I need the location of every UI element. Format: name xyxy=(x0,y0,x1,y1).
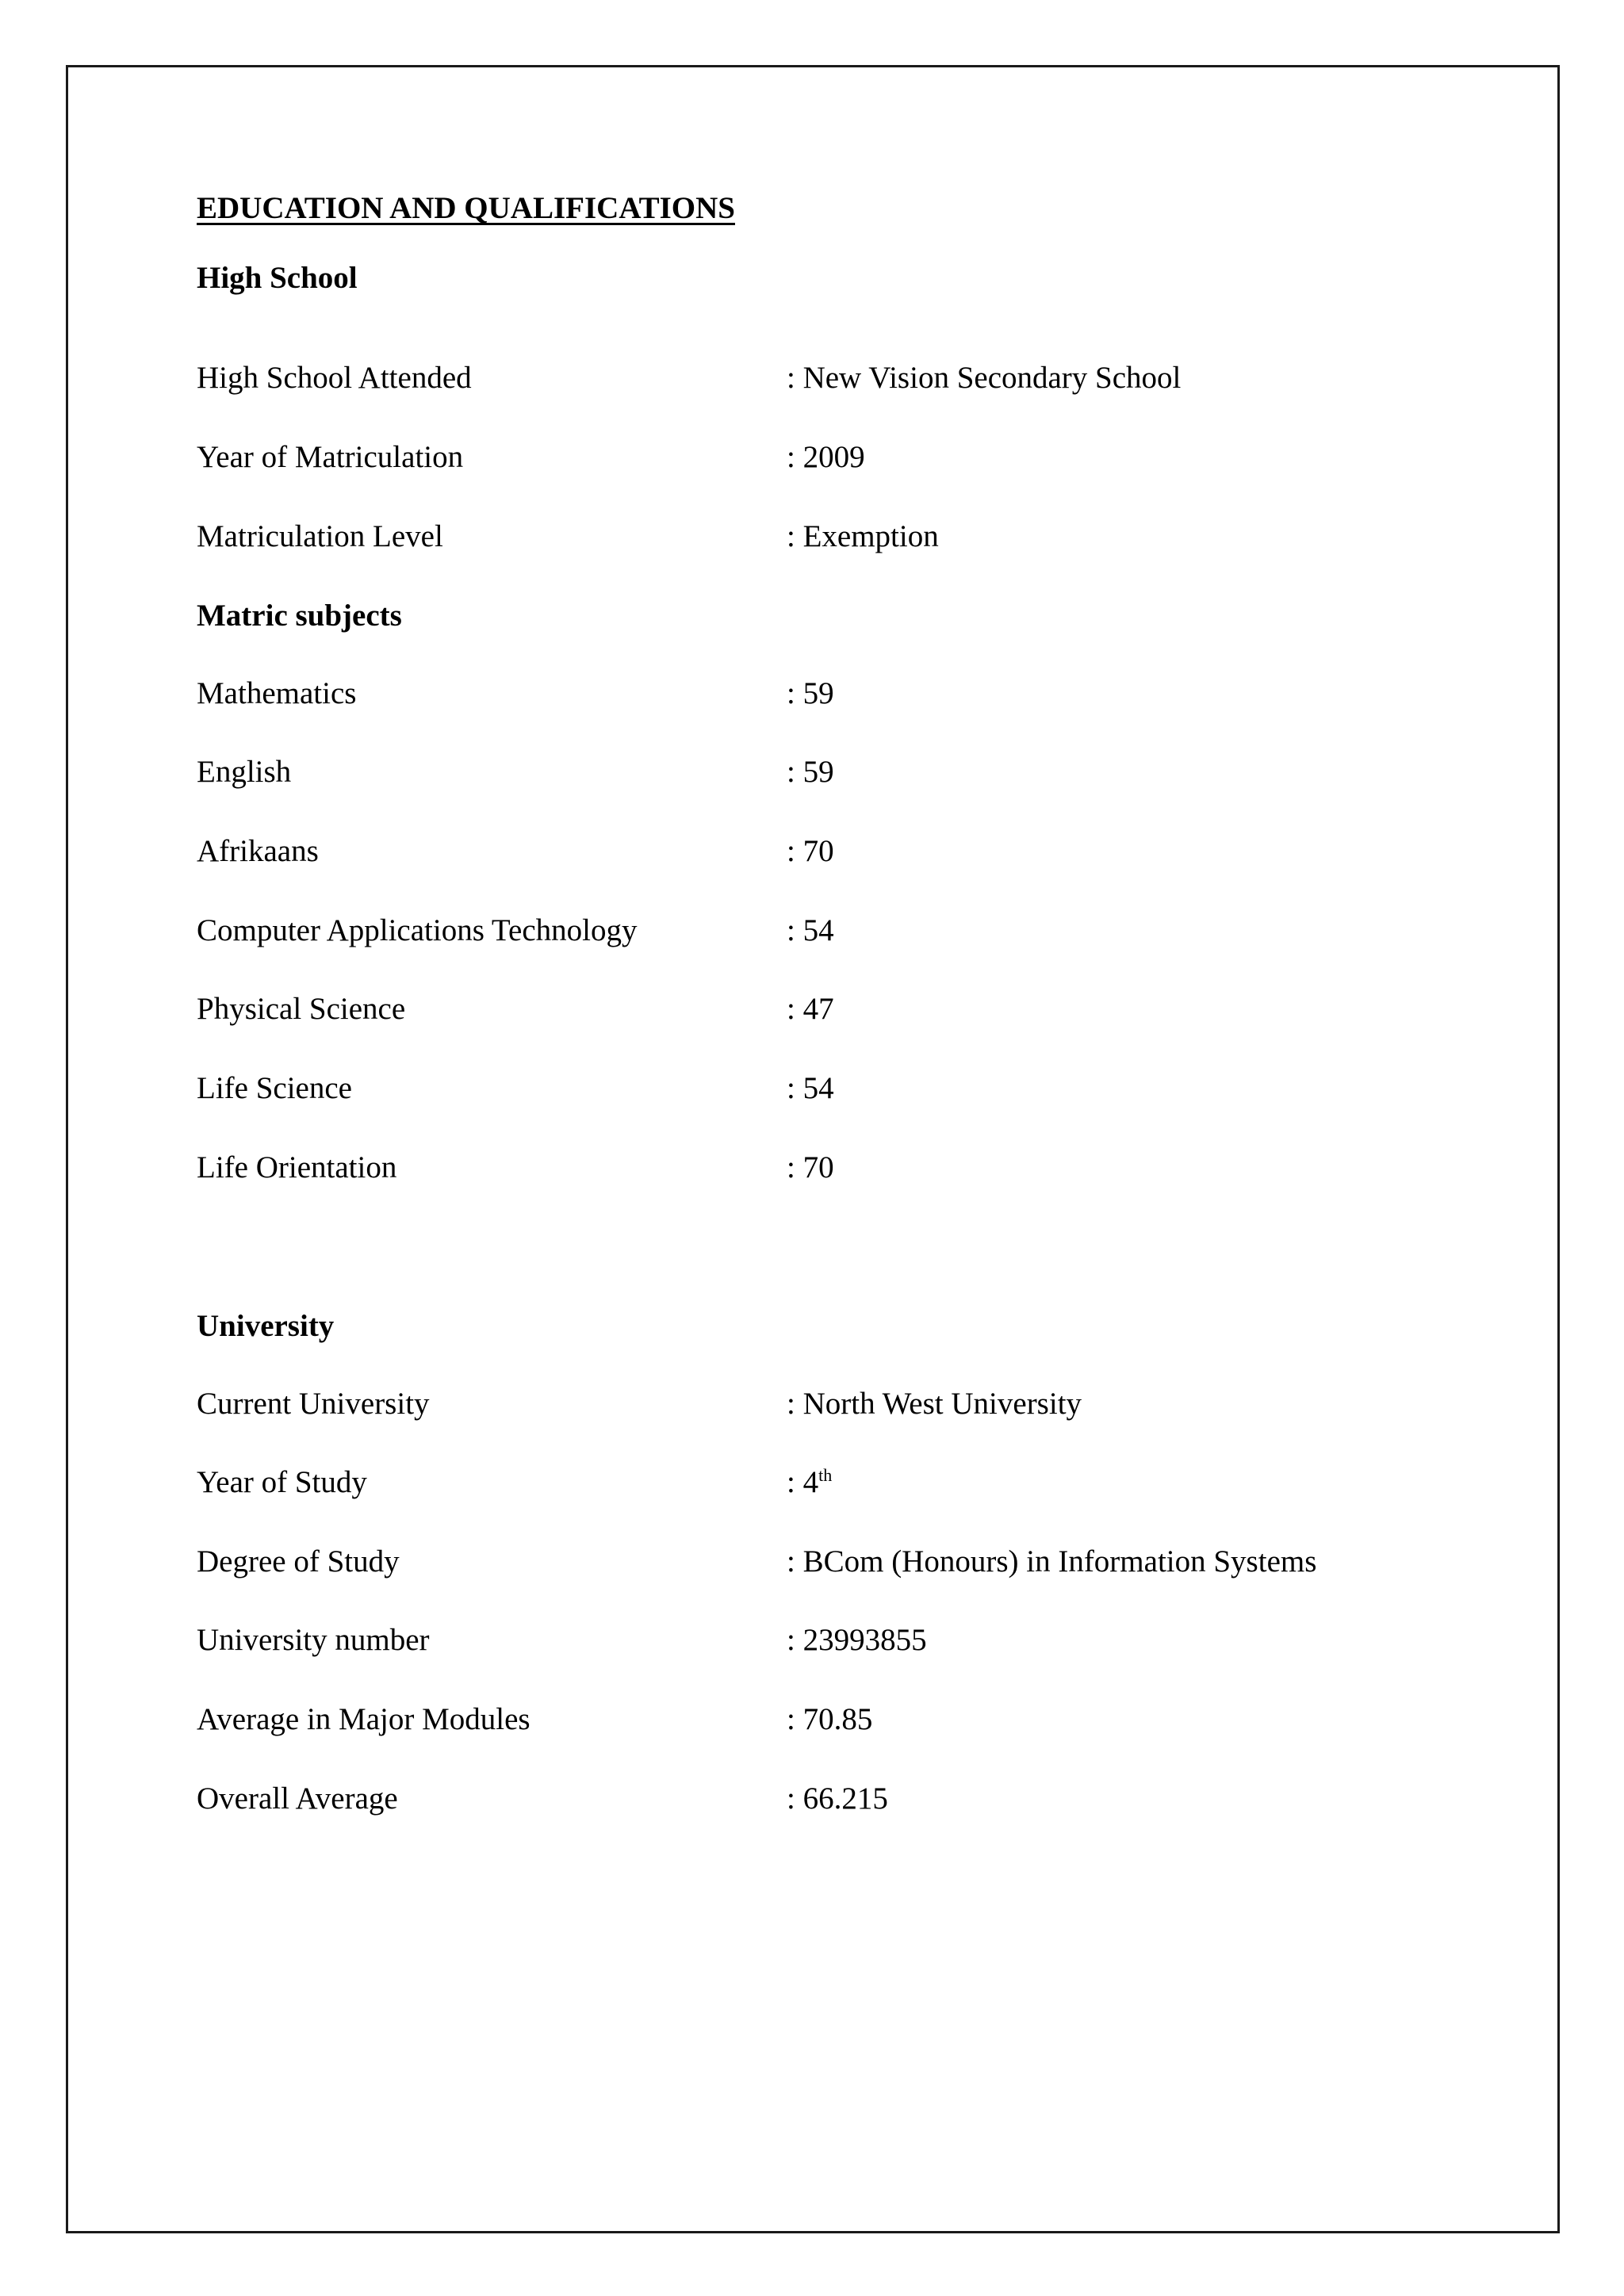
row-value-text: : 4 xyxy=(787,1465,819,1499)
table-row xyxy=(197,1781,1505,1820)
table-row xyxy=(197,1070,1505,1110)
row-value: : 47 xyxy=(787,992,834,1026)
row-value: : 59 xyxy=(787,676,834,710)
row-label: Degree of Study xyxy=(197,1544,400,1578)
row-value: : 54 xyxy=(787,1071,834,1105)
row-value: : 54 xyxy=(787,913,834,947)
row-label: Average in Major Modules xyxy=(197,1702,530,1736)
table-row xyxy=(197,360,1505,400)
section-heading-university: University xyxy=(197,1309,335,1343)
row-value: : 23993855 xyxy=(787,1623,927,1657)
table-row xyxy=(197,754,1505,794)
table-row xyxy=(197,1701,1505,1741)
row-label: Year of Matriculation xyxy=(197,440,464,474)
table-row xyxy=(197,1150,1505,1189)
table-row xyxy=(197,1544,1505,1583)
section-heading-matric-subjects: Matric subjects xyxy=(197,599,402,633)
row-label: English xyxy=(197,755,292,789)
row-value: : 2009 xyxy=(787,440,865,474)
row-label: Life Orientation xyxy=(197,1150,397,1184)
row-label: Current University xyxy=(197,1387,430,1421)
row-label: Matriculation Level xyxy=(197,519,443,553)
row-label: Overall Average xyxy=(197,1781,398,1816)
row-label: Year of Study xyxy=(197,1465,367,1499)
table-row xyxy=(197,1464,1505,1504)
row-label: Life Science xyxy=(197,1071,352,1105)
table-row xyxy=(197,913,1505,952)
row-value: : 70.85 xyxy=(787,1702,873,1736)
row-label: Physical Science xyxy=(197,992,406,1026)
row-value: : 66.215 xyxy=(787,1781,888,1816)
row-value: : 70 xyxy=(787,834,834,868)
row-label: High School Attended xyxy=(197,361,472,395)
table-row xyxy=(197,519,1505,558)
table-row xyxy=(197,675,1505,715)
row-label: Afrikaans xyxy=(197,834,319,868)
table-row xyxy=(197,439,1505,479)
row-label: Computer Applications Technology xyxy=(197,913,638,947)
document-title: EDUCATION AND QUALIFICATIONS xyxy=(197,191,735,225)
row-label: University number xyxy=(197,1623,430,1657)
ordinal-suffix: th xyxy=(818,1465,833,1485)
table-row xyxy=(197,1622,1505,1662)
row-label: Mathematics xyxy=(197,676,357,710)
row-value: : New Vision Secondary School xyxy=(787,361,1182,395)
table-row xyxy=(197,1386,1505,1425)
row-value: : Exemption xyxy=(787,519,939,553)
table-row xyxy=(197,833,1505,873)
row-value: : 70 xyxy=(787,1150,834,1184)
table-row xyxy=(197,991,1505,1031)
row-value: : 59 xyxy=(787,755,834,789)
row-value xyxy=(787,1464,832,1500)
section-heading-high-school: High School xyxy=(197,261,358,295)
row-value: : North West University xyxy=(787,1387,1082,1421)
row-value: : BCom (Honours) in Information Systems xyxy=(787,1544,1317,1578)
